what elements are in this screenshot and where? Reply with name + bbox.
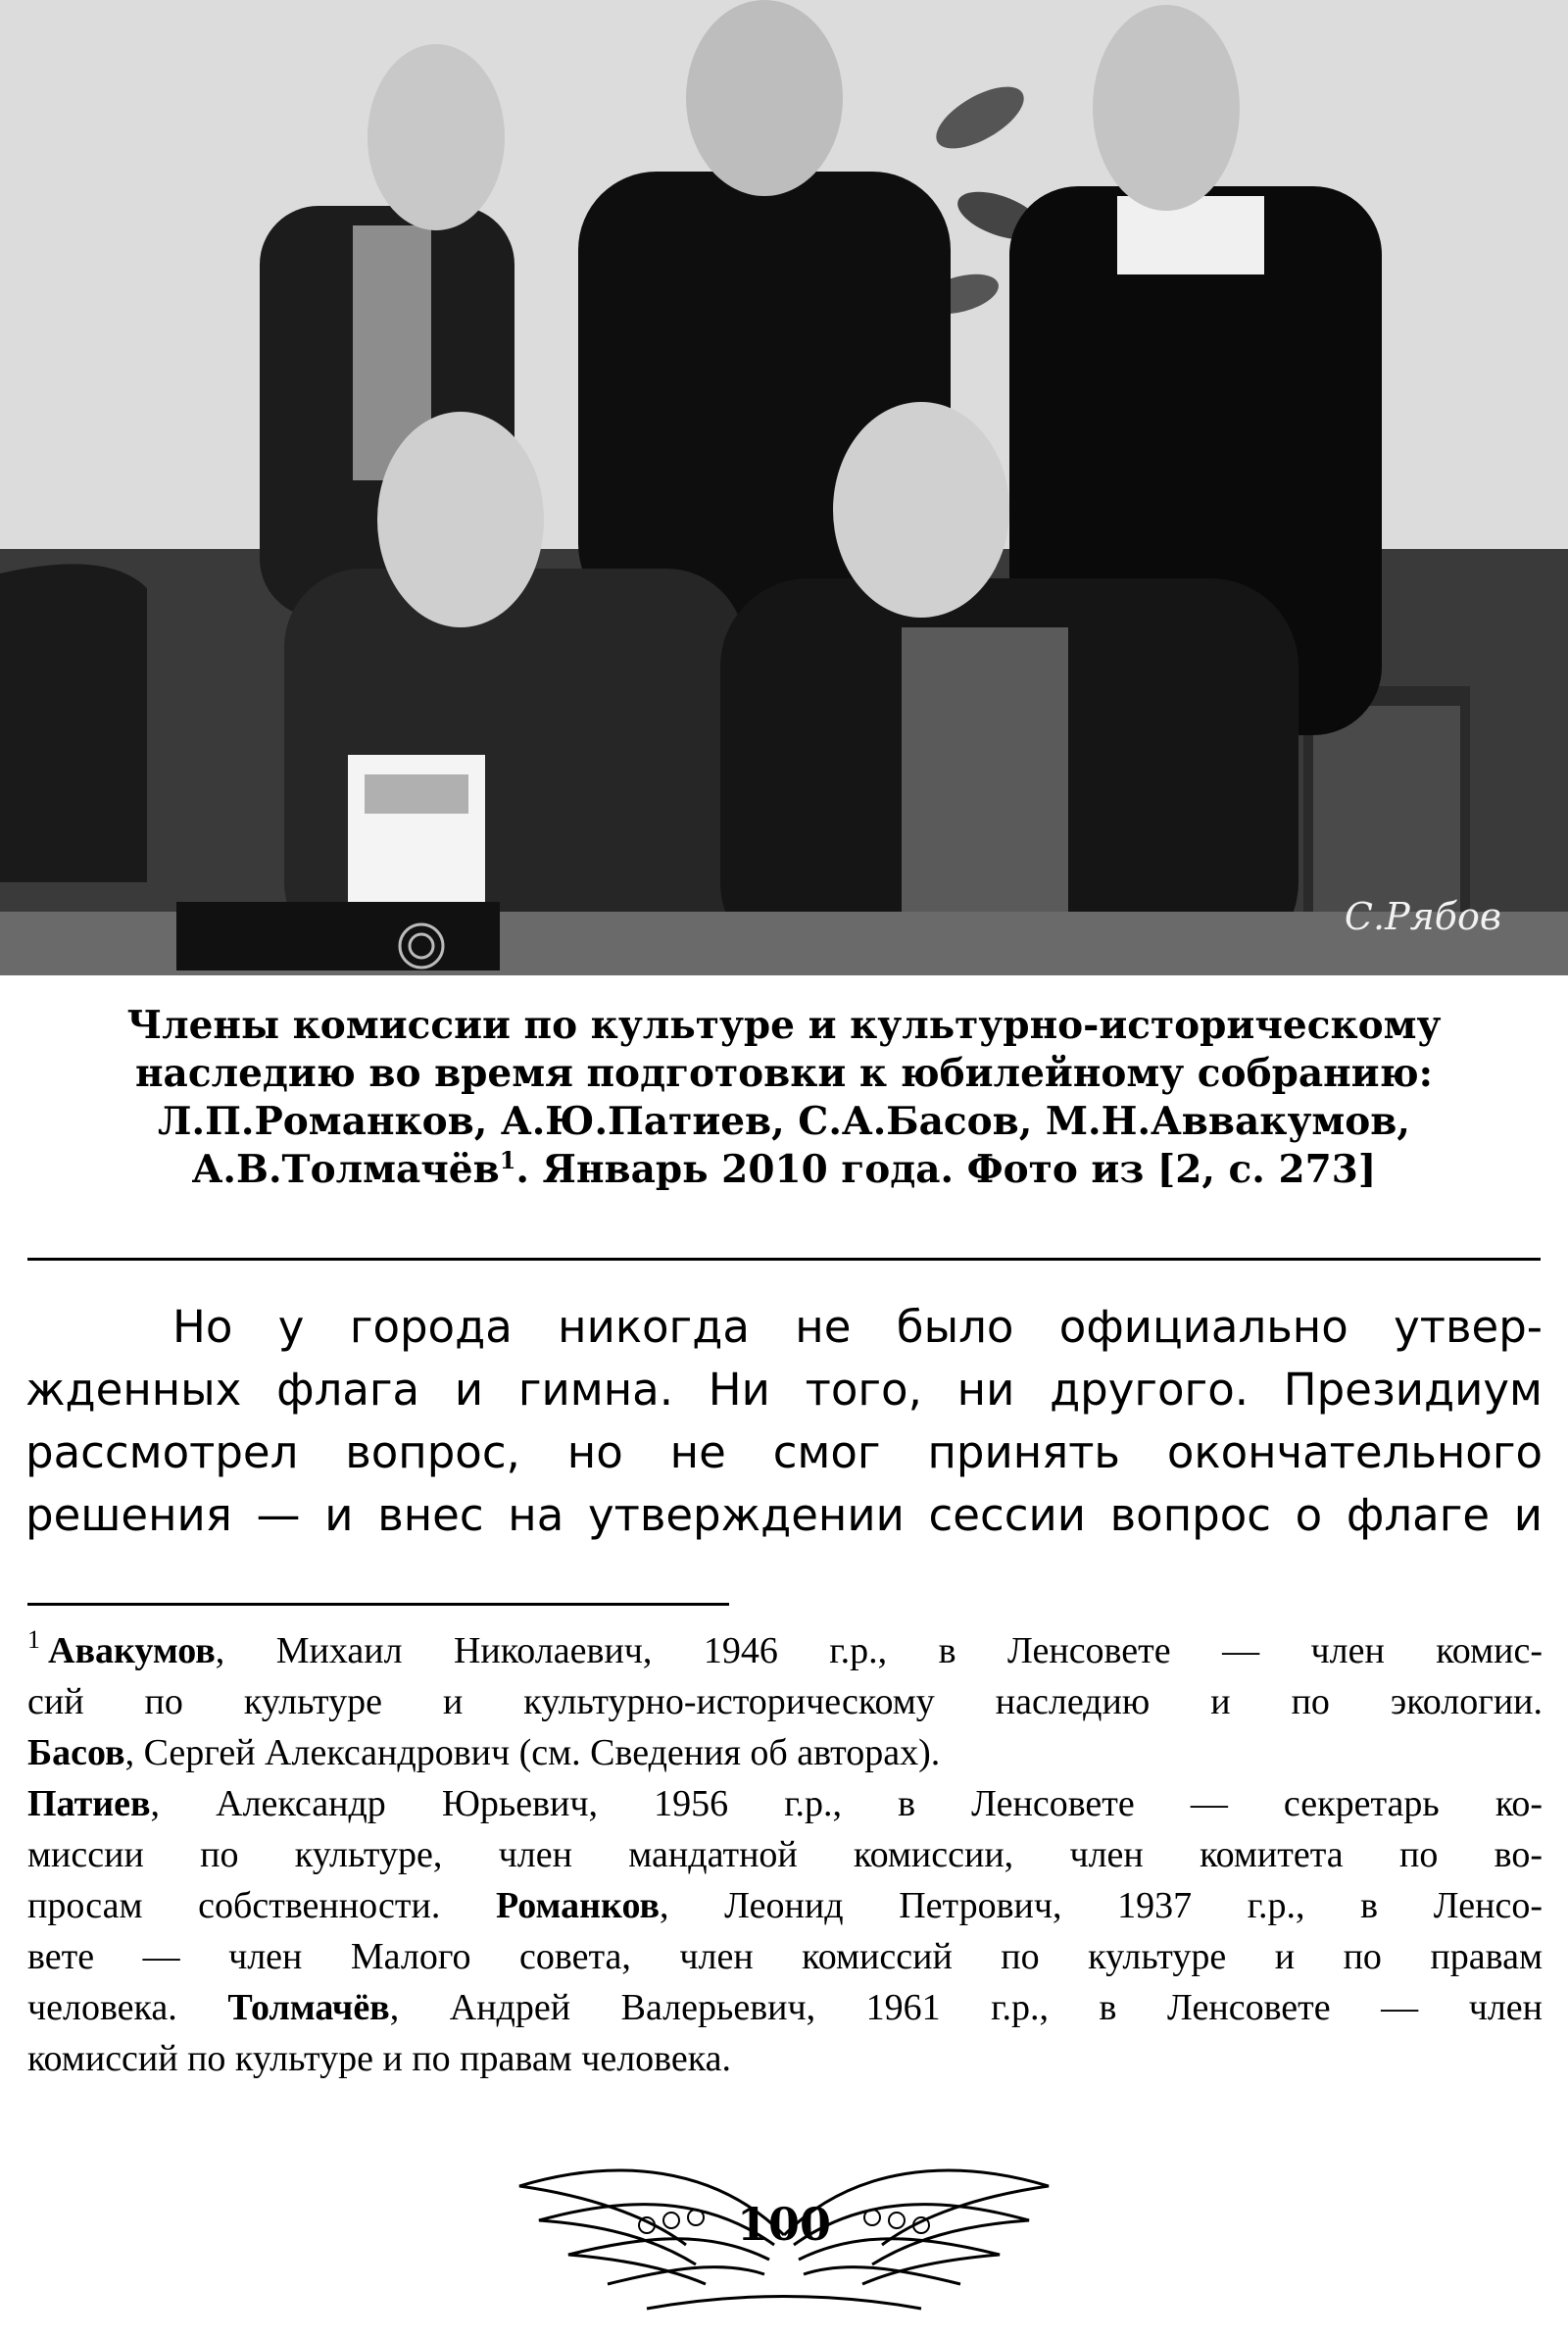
caption-date-source: . Январь 2010 года. Фото из [2, с. 273]: [515, 1147, 1377, 1192]
caption-line: Л.П.Романков, А.Ю.Патиев, С.А.Басов, М.Н.Аввакумов,: [158, 1099, 1410, 1144]
body-paragraph: [25, 1296, 1543, 1547]
body-line: жденных флага и гимна. Ни того, ни другого. Президиум: [25, 1364, 1543, 1416]
footnote-text: , Михаил Николаевич, 1946 г.р., в Ленсовете — член комис-: [215, 1630, 1543, 1671]
footnote: [27, 1625, 1543, 2084]
footnote-line: миссии по культуре, член мандатной комиссии, член комитета по во-: [27, 1834, 1543, 1875]
footnote-line: [27, 1778, 1543, 1829]
caption-line: Члены комиссии по культуре и культурно-историческому: [126, 1003, 1442, 1048]
footnote-text: , Александр Юрьевич, 1956 г.р., в Ленсовете — секретарь ко-: [150, 1783, 1543, 1824]
footnote-name: Авакумов: [48, 1630, 216, 1671]
photo-caption: [59, 1002, 1509, 1194]
footnote-number: 1: [27, 1625, 40, 1654]
footnote-line: сий по культуре и культурно-историческому наследию и по экологии.: [27, 1681, 1543, 1722]
footnote-text: просам собственности.: [27, 1885, 496, 1926]
caption-line: [59, 1146, 1509, 1194]
footnote-line: [27, 1982, 1543, 2033]
footnote-text: , Сергей Александрович (см. Сведения об авторах).: [124, 1732, 941, 1773]
footnote-name: Толмачёв: [227, 1987, 390, 2028]
footnote-text: , Андрей Валерьевич, 1961 г.р., в Ленсовете — член: [389, 1987, 1543, 2028]
footnote-line: вете — член Малого совета, член комиссий по культуре и по правам: [27, 1936, 1543, 1977]
body-line: Но у города никогда не было официально утвер-: [172, 1301, 1543, 1353]
caption-name: А.В.Толмачёв: [191, 1147, 500, 1192]
footnote-divider: [27, 1603, 729, 1606]
footnote-text: человека.: [27, 1987, 228, 2028]
footnote-name: Романков: [496, 1885, 661, 1926]
body-line: рассмотрел вопрос, но не смог принять окончательного: [25, 1426, 1543, 1478]
footnote-line: [27, 1880, 1543, 1931]
body-line: решения — и внес на утверждении сессии вопрос о флаге и: [25, 1489, 1543, 1541]
footnote-line: [27, 1625, 1543, 1676]
footnote-reference[interactable]: 1: [499, 1146, 516, 1174]
footnote-name: Басов: [27, 1732, 125, 1773]
photo-illustration: [0, 0, 1568, 975]
group-photo: [0, 0, 1568, 975]
footnote-name: Патиев: [27, 1783, 151, 1824]
footnote-text: , Леонид Петрович, 1937 г.р., в Ленсо-: [660, 1885, 1543, 1926]
footnote-line: [27, 1727, 1543, 1778]
page-number: 100: [736, 2198, 832, 2251]
caption-divider: [27, 1258, 1541, 1261]
footnote-line: комиссий по культуре и по правам человека.: [27, 2038, 732, 2079]
photographer-signature: С.Рябов: [1344, 895, 1501, 938]
caption-line: наследию во время подготовки к юбилейному собранию:: [135, 1051, 1433, 1096]
